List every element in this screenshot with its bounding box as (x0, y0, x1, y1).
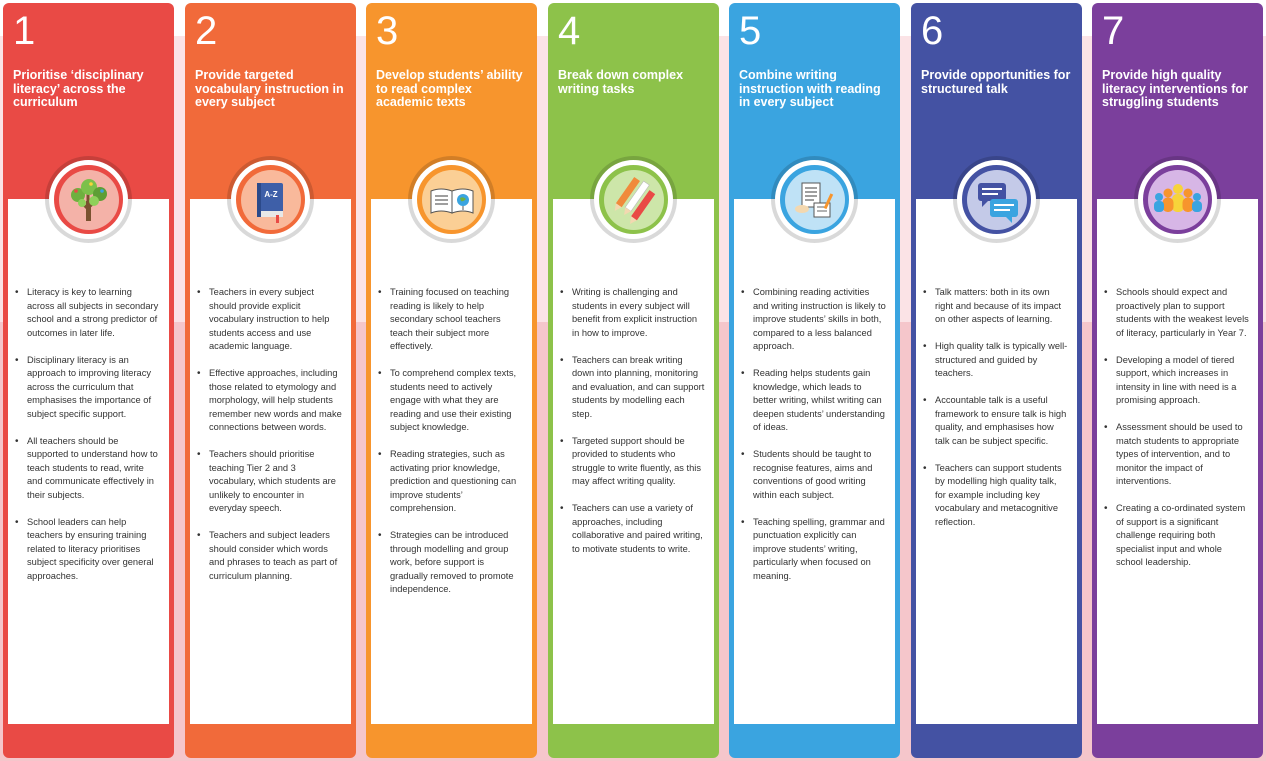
icon-circle (49, 160, 128, 239)
icon-circle (775, 160, 854, 239)
bullet-list (558, 286, 706, 570)
bullet-list (13, 286, 161, 597)
column-number: 4 (558, 9, 581, 53)
list-item: • Training focused on teaching reading is likely to help secondary school teachers teach their subject more effectively. (376, 286, 524, 354)
column-number: 1 (13, 9, 36, 53)
list-item: • High quality talk is typically well-structured and guided by teachers. (921, 340, 1069, 381)
column-title: Develop students’ ability to read complex academic texts (376, 68, 523, 109)
bullet-list (921, 286, 1069, 543)
list-item: • Reading helps students gain knowledge, which leads to better writing, whilst writing can deepen students’ understanding of ideas. (739, 367, 887, 435)
icon-circle (412, 160, 491, 239)
bullet-list (376, 286, 524, 610)
column-7 (1092, 3, 1263, 758)
list-item: • Teachers and subject leaders should consider which words and phrases to teach as part of curriculum planning. (195, 529, 343, 583)
column-6 (911, 3, 1082, 758)
list-item: • Creating a co-ordinated system of support is a significant challenge requiring both specialist input and whole school leadership. (1102, 502, 1250, 570)
speech-bubbles-icon (966, 169, 1028, 231)
pencils-icon (603, 169, 665, 231)
column-title: Provide opportunities for structured talk (921, 68, 1071, 96)
list-item: • Teachers can use a variety of approaches, including collaborative and paired writing, to motivate students to write. (558, 502, 706, 556)
list-item: • Effective approaches, including those related to etymology and morphology, will help students remember new words and make connections between words. (195, 367, 343, 435)
list-item: • Students should be taught to recognise features, aims and conventions of good writing within each subject. (739, 448, 887, 502)
icon-circle (594, 160, 673, 239)
icon-circle (231, 160, 310, 239)
column-5 (729, 3, 900, 758)
a-z-book-icon (240, 169, 302, 231)
list-item: • Teachers can support students by modelling high quality talk, for example including key vocabulary and metacognitive reflection. (921, 462, 1069, 530)
list-item: • Targeted support should be provided to students who struggle to write fluently, as this may affect writing quality. (558, 435, 706, 489)
list-item: • Developing a model of tiered support, which increases in intensity in line with need is a promising approach. (1102, 354, 1250, 408)
column-number: 6 (921, 9, 944, 53)
list-item: • Literacy is key to learning across all subjects in secondary school and a strong predictor of outcomes in later life. (13, 286, 161, 340)
list-item: • Teachers should prioritise teaching Tier 2 and 3 vocabulary, which students are unlikely to encounter in everyday speech. (195, 448, 343, 516)
column-3 (366, 3, 537, 758)
list-item: • Accountable talk is a useful framework to ensure talk is high quality, and emphasises how talk can be subject specific. (921, 394, 1069, 448)
open-book-icon (421, 169, 483, 231)
group-of-people-icon (1147, 169, 1209, 231)
svg-text:A-Z: A-Z (263, 189, 278, 199)
list-item: • Writing is challenging and students in every subject will benefit from explicit instruction in how to improve. (558, 286, 706, 340)
list-item: • Teaching spelling, grammar and punctuation explicitly can improve students’ writing, particularly when focused on meaning. (739, 516, 887, 584)
reading-writing-icon (784, 169, 846, 231)
list-item: • Strategies can be introduced through modelling and group work, before support is gradually removed to promote independence. (376, 529, 524, 597)
column-number: 3 (376, 9, 399, 53)
list-item: • All teachers should be supported to understand how to teach students to read, write and communicate effectively in their subjects. (13, 435, 161, 503)
column-1 (3, 3, 174, 758)
list-item: • To comprehend complex texts, students need to actively engage with what they are reading and use their existing subject knowledge. (376, 367, 524, 435)
column-number: 2 (195, 9, 218, 53)
column-number: 7 (1102, 9, 1125, 53)
column-title: Break down complex writing tasks (558, 68, 684, 96)
list-item: • Disciplinary literacy is an approach to improving literacy across the curriculum that emphasises the importance of subject specific support. (13, 354, 161, 422)
bullet-list (195, 286, 343, 597)
list-item: • Reading strategies, such as activating prior knowledge, prediction and questioning can improve students’ comprehension. (376, 448, 524, 516)
column-title: Provide high quality literacy interventions for struggling students (1102, 68, 1248, 109)
tree-icon (58, 169, 120, 231)
list-item: • Talk matters: both in its own right and because of its impact on other aspects of learning. (921, 286, 1069, 327)
icon-circle (1138, 160, 1217, 239)
icon-circle (957, 160, 1036, 239)
column-title: Combine writing instruction with reading in every subject (739, 68, 881, 109)
list-item: • Teachers can break writing down into planning, monitoring and evaluation, and can support students by modelling each step. (558, 354, 706, 422)
bullet-list (1102, 286, 1250, 583)
bullet-list (739, 286, 887, 597)
list-item: • Combining reading activities and writing instruction is likely to improve students’ skills in both, compared to a less balanced approach. (739, 286, 887, 354)
column-number: 5 (739, 9, 762, 53)
list-item: • Teachers in every subject should provide explicit vocabulary instruction to help students access and use academic language. (195, 286, 343, 354)
column-title: Provide targeted vocabulary instruction in every subject (195, 68, 344, 109)
list-item: • Assessment should be used to match students to appropriate types of intervention, and to monitor the impact of interventions. (1102, 421, 1250, 489)
column-2 (185, 3, 356, 758)
column-4 (548, 3, 719, 758)
list-item: • School leaders can help teachers by ensuring training related to literacy prioritises subject specificity over general approaches. (13, 516, 161, 584)
column-title: Prioritise ‘disciplinary literacy’ across the curriculum (13, 68, 144, 109)
list-item: • Schools should expect and proactively plan to support students with the weakest levels of literacy, particularly in Year 7. (1102, 286, 1250, 340)
